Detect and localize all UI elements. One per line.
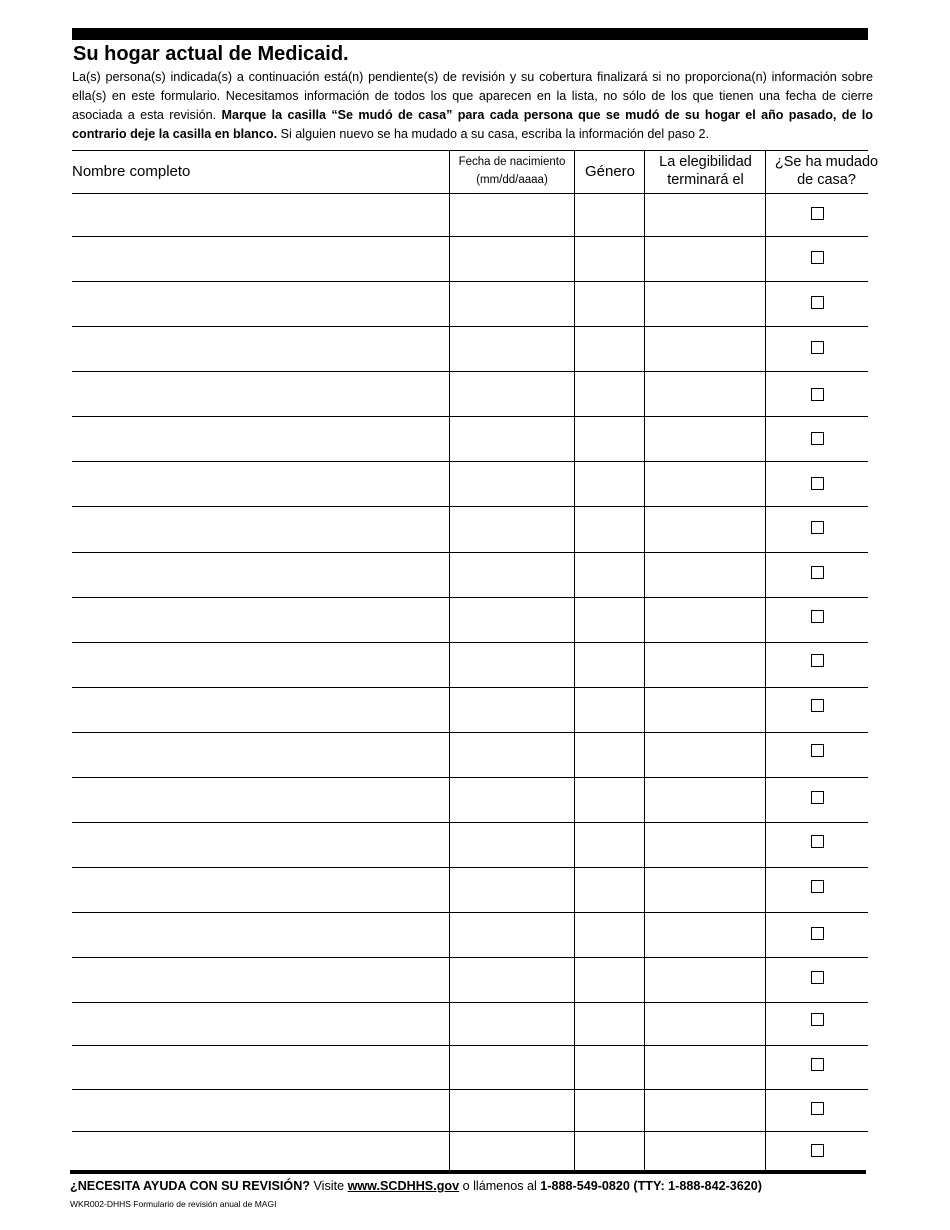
- intro-text-1: La(s) persona(s) indicada(s) a continuación está(n) pendiente(s) de revisión y su cobertura finalizará si no proporciona(n) información sobre ella(s) en este formulario. Necesitamos información de todos los que aparecen en la lista, no sólo de los que tienen una fecha de cierre asociada a esta revisión.: [72, 70, 873, 122]
- table-row: [72, 327, 868, 372]
- table-row: [72, 1003, 868, 1046]
- moved-out-checkbox[interactable]: [811, 296, 824, 309]
- header-elig-line2: terminará el: [667, 172, 744, 188]
- moved-out-checkbox[interactable]: [811, 971, 824, 984]
- moved-out-checkbox[interactable]: [811, 927, 824, 940]
- header-eligibility-end: [645, 150, 766, 192]
- table-row: [72, 507, 868, 553]
- table-row: [72, 237, 868, 282]
- moved-out-checkbox[interactable]: [811, 1102, 824, 1115]
- table-row: [72, 282, 868, 327]
- help-visit-text: Visite: [310, 1179, 348, 1193]
- table-row: [72, 643, 868, 688]
- moved-out-checkbox[interactable]: [811, 432, 824, 445]
- moved-out-checkbox[interactable]: [811, 521, 824, 534]
- table-row: [72, 958, 868, 1003]
- table-row: [72, 1132, 868, 1171]
- moved-out-checkbox[interactable]: [811, 1058, 824, 1071]
- page-title: Su hogar actual de Medicaid.: [73, 43, 349, 65]
- bottom-rule: [70, 1170, 866, 1174]
- header-moved-out: [766, 150, 887, 192]
- table-row: [72, 598, 868, 643]
- moved-out-checkbox[interactable]: [811, 610, 824, 623]
- moved-out-checkbox[interactable]: [811, 654, 824, 667]
- intro-text-2: Si alguien nuevo se ha mudado a su casa, escriba la información del paso 2.: [277, 127, 710, 141]
- table-row: [72, 778, 868, 823]
- header-moved-line2: de casa?: [797, 172, 856, 188]
- table-row: [72, 553, 868, 598]
- table-row: [72, 823, 868, 868]
- table-row: [72, 1090, 868, 1132]
- moved-out-checkbox[interactable]: [811, 251, 824, 264]
- table-row: [72, 372, 868, 417]
- header-gender: Género: [584, 162, 636, 180]
- website-link[interactable]: www.SCDHHS.gov: [347, 1179, 460, 1193]
- moved-out-checkbox[interactable]: [811, 880, 824, 893]
- form-code: WKR002-DHHS Formulario de revisión anual de MAGI: [70, 1199, 277, 1209]
- header-elig-line1: La elegibilidad: [659, 154, 752, 170]
- table-row: [72, 733, 868, 778]
- table-row: [72, 417, 868, 462]
- moved-out-checkbox[interactable]: [811, 207, 824, 220]
- table-row: [72, 1046, 868, 1090]
- header-moved-line1: ¿Se ha mudado: [774, 154, 879, 170]
- moved-out-checkbox[interactable]: [811, 1013, 824, 1026]
- header-full-name: Nombre completo: [72, 162, 191, 180]
- phone-numbers: 1-888-549-0820 (TTY: 1-888-842-3620): [540, 1179, 762, 1193]
- moved-out-checkbox[interactable]: [811, 1144, 824, 1157]
- moved-out-checkbox[interactable]: [811, 744, 824, 757]
- header-dob-format: (mm/dd/aaaa): [476, 174, 548, 186]
- help-line: [70, 1179, 762, 1193]
- table-row: [72, 688, 868, 733]
- help-call-text: o llámenos al: [459, 1179, 541, 1193]
- moved-out-checkbox[interactable]: [811, 566, 824, 579]
- table-row: [72, 913, 868, 958]
- moved-out-checkbox[interactable]: [811, 791, 824, 804]
- moved-out-checkbox[interactable]: [811, 699, 824, 712]
- top-rule: [72, 28, 868, 40]
- header-date-of-birth: [449, 150, 575, 192]
- intro-bold-instruction: Marque la casilla “Se mudó de casa” para cada persona que se mudó de su hogar el año pasado, de lo contrario deje la casilla en blanco.: [72, 108, 873, 141]
- table-row: [72, 192, 868, 237]
- intro-paragraph: [72, 68, 873, 144]
- moved-out-checkbox[interactable]: [811, 477, 824, 490]
- moved-out-checkbox[interactable]: [811, 341, 824, 354]
- table-row: [72, 868, 868, 913]
- help-question: ¿NECESITA AYUDA CON SU REVISIÓN?: [70, 1179, 311, 1193]
- moved-out-checkbox[interactable]: [811, 835, 824, 848]
- table-row: [72, 462, 868, 507]
- header-dob-label: Fecha de nacimiento: [458, 156, 566, 168]
- moved-out-checkbox[interactable]: [811, 388, 824, 401]
